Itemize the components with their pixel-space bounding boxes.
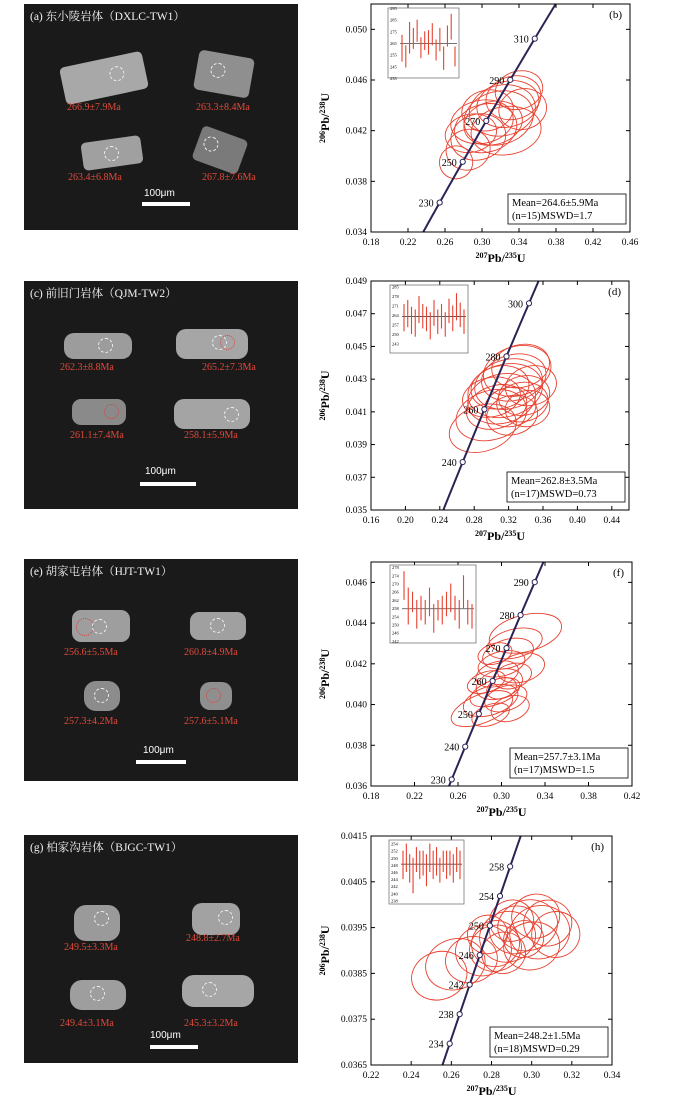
zircon-age-label: 257.6±5.1Ma <box>184 716 238 727</box>
x-tick-label: 0.18 <box>362 238 380 248</box>
y-axis-label-part: 206 <box>317 687 327 700</box>
x-axis-label-part: 235 <box>504 528 517 538</box>
zircon-age-label: 265.2±7.3Ma <box>202 362 256 373</box>
y-axis-label-part: 238 <box>317 934 327 947</box>
inset-tick-label: 264 <box>392 312 399 318</box>
concordia-age-marker <box>532 579 537 584</box>
y-tick-label: 0.034 <box>345 228 367 238</box>
inset-tick-label: 265 <box>390 41 397 46</box>
y-tick-label: 0.038 <box>345 741 367 752</box>
inset-tick-label: 266 <box>392 589 399 595</box>
concordia-age-label: 230 <box>430 775 446 787</box>
mean-age-text: Mean=262.8±3.5Ma <box>511 476 598 487</box>
y-tick-label: 0.046 <box>345 578 367 589</box>
x-tick-label: 0.16 <box>362 516 380 526</box>
concordia-age-marker <box>504 645 509 650</box>
x-axis-label-part: Pb/ <box>478 1084 496 1098</box>
inset-tick-label: 250 <box>391 855 398 861</box>
inset-tick-label: 257 <box>392 322 399 328</box>
mean-age-text: Mean=257.7±3.1Ma <box>514 752 601 763</box>
y-axis-label-part: 206 <box>317 408 327 421</box>
x-tick-label: 0.26 <box>449 792 467 802</box>
inset-tick-label: 255 <box>390 52 397 58</box>
zircon-age-label: 261.1±7.4Ma <box>70 430 124 441</box>
inset-tick-label: 278 <box>392 293 399 299</box>
x-tick-label: 0.42 <box>623 792 641 802</box>
concordia-age-label: 246 <box>458 951 474 963</box>
inset-tick-label: 245 <box>390 64 397 70</box>
x-tick-label: 0.22 <box>362 1071 380 1081</box>
y-tick-label: 0.047 <box>345 309 367 320</box>
x-tick-label: 0.46 <box>621 238 639 248</box>
concordia-age-marker <box>476 711 481 716</box>
y-axis-label-part: Pb/ <box>318 946 332 964</box>
inset-tick-label: 258 <box>392 606 399 612</box>
x-tick-label: 0.44 <box>603 516 621 526</box>
zircon-age-label: 260.8±4.9Ma <box>184 647 238 658</box>
concordia-age-label: 240 <box>441 458 457 470</box>
concordia-age-label: 290 <box>513 578 529 590</box>
concordia-age-marker <box>482 407 487 412</box>
mswd-text: (n=15)MSWD=1.7 <box>512 211 593 222</box>
y-tick-label: 0.037 <box>345 473 367 484</box>
concordia-age-label: 280 <box>485 352 501 364</box>
concordia-age-marker <box>508 864 513 869</box>
concordia-age-marker <box>508 77 513 82</box>
x-tick-label: 0.30 <box>473 238 491 248</box>
concordia-age-marker <box>518 613 523 618</box>
panel-label: (d) <box>608 286 621 298</box>
inset-tick-label: 240 <box>391 891 398 897</box>
x-tick-label: 0.28 <box>483 1071 500 1081</box>
x-axis-label <box>466 1084 516 1099</box>
inset-tick-label: 238 <box>391 898 398 904</box>
y-tick-label: 0.039 <box>345 440 367 451</box>
inset-tick-label: 285 <box>390 17 397 23</box>
y-axis-label-part: 238 <box>317 657 327 670</box>
y-axis-label <box>318 649 333 699</box>
concordia-age-marker <box>447 1041 452 1046</box>
y-axis-label-part: Pb/ <box>318 669 332 688</box>
concordia-age-marker <box>463 744 468 749</box>
y-axis-label-part: U <box>318 648 332 658</box>
concordia-age-label: 270 <box>465 116 481 128</box>
x-tick-label: 0.20 <box>397 516 414 526</box>
scale-bar-label: 100μm <box>143 745 174 756</box>
concordia-age-label: 254 <box>478 892 494 904</box>
concordia-age-label: 258 <box>489 862 505 874</box>
y-axis-label <box>318 370 333 420</box>
x-tick-label: 0.22 <box>399 238 417 248</box>
inset-tick-label: 242 <box>392 638 399 644</box>
inset-age-plot <box>388 6 459 81</box>
concordia-age-marker <box>484 118 489 123</box>
x-axis-label <box>475 529 525 544</box>
inset-tick-label: 270 <box>392 581 399 587</box>
concordia-age-marker <box>497 893 502 898</box>
x-axis-label-part: 207 <box>466 1083 479 1093</box>
zircon-age-label: 267.8±7.6Ma <box>202 172 256 183</box>
concordia-age-label: 270 <box>485 644 501 656</box>
x-axis-label-part: Pb/ <box>486 529 505 543</box>
panel-label: (f) <box>613 567 624 579</box>
y-tick-label: 0.040 <box>345 700 367 711</box>
x-axis-label-part: 207 <box>474 528 487 538</box>
y-tick-label: 0.049 <box>345 277 367 287</box>
x-tick-label: 0.34 <box>510 238 528 248</box>
concordia-age-label: 260 <box>463 405 479 417</box>
concordia-age-marker <box>526 301 531 306</box>
y-tick-label: 0.0365 <box>340 1061 367 1071</box>
x-tick-label: 0.42 <box>584 238 602 248</box>
y-axis-label-part: U <box>318 925 332 935</box>
zircon-age-label: 256.6±5.5Ma <box>64 647 118 658</box>
x-tick-label: 0.18 <box>362 792 380 802</box>
concordia-age-label: 250 <box>441 157 457 169</box>
x-tick-label: 0.30 <box>493 792 510 802</box>
cl-panel-title: (g) 柏家沟岩体（BJGC-TW1） <box>30 842 183 854</box>
y-tick-label: 0.0415 <box>340 832 367 842</box>
error-ellipse <box>488 691 533 726</box>
x-tick-label: 0.34 <box>603 1071 621 1081</box>
x-tick-label: 0.24 <box>431 516 449 526</box>
error-ellipse <box>447 95 516 148</box>
x-axis-label-part: Pb/ <box>488 805 506 819</box>
x-axis-label-part: 235 <box>504 250 517 260</box>
x-axis-label-part: 235 <box>495 1083 508 1093</box>
x-axis-label-part: U <box>517 805 527 819</box>
mswd-text: (n=17)MSWD=1.5 <box>514 765 595 776</box>
y-axis-label-part: 206 <box>317 131 327 144</box>
concordia-age-marker <box>437 200 442 205</box>
x-tick-label: 0.32 <box>500 516 517 526</box>
inset-tick-label: 235 <box>390 76 397 81</box>
zircon-age-label: 263.3±8.4Ma <box>196 102 250 113</box>
y-tick-label: 0.0395 <box>340 923 367 934</box>
inset-tick-label: 250 <box>392 622 399 628</box>
zircon-age-label: 257.3±4.2Ma <box>64 716 118 727</box>
mean-age-text: Mean=264.6±5.9Ma <box>512 198 599 209</box>
inset-age-plot <box>390 565 476 644</box>
x-axis-label <box>476 805 526 820</box>
x-tick-label: 0.34 <box>536 792 554 802</box>
x-axis-label-part: 235 <box>505 804 518 814</box>
y-axis-label-part: 206 <box>317 963 327 976</box>
cl-panel-title: (a) 东小陵岩体（DXLC-TW1） <box>30 11 185 23</box>
y-axis-label-part: Pb/ <box>318 391 332 409</box>
concordia-age-label: 238 <box>438 1010 454 1022</box>
error-ellipse <box>469 698 513 731</box>
inset-tick-label: 254 <box>392 614 399 620</box>
concordia-age-label: 290 <box>489 75 505 87</box>
concordia-age-label: 234 <box>428 1039 444 1051</box>
zircon-age-label: 258.1±5.9Ma <box>184 430 238 441</box>
x-tick-label: 0.28 <box>465 516 483 526</box>
y-axis-label-part: U <box>318 370 332 380</box>
scale-bar-label: 100μm <box>150 1030 181 1041</box>
x-tick-label: 0.38 <box>580 792 597 802</box>
inset-age-plot <box>390 284 468 353</box>
concordia-age-marker <box>457 1012 462 1017</box>
y-tick-label: 0.046 <box>345 76 367 86</box>
inset-tick-label: 254 <box>391 841 398 847</box>
inset-tick-label: 271 <box>392 303 399 309</box>
zircon-age-label: 262.3±8.8Ma <box>60 362 114 373</box>
inset-tick-label: 262 <box>392 597 399 603</box>
y-axis-label-part: 238 <box>317 379 327 392</box>
x-tick-label: 0.36 <box>534 516 552 526</box>
panel-label: (h) <box>591 841 604 853</box>
zircon-age-label: 249.5±3.3Ma <box>64 942 118 953</box>
x-tick-label: 0.38 <box>547 238 565 248</box>
concordia-age-label: 300 <box>508 299 524 311</box>
inset-tick-label: 244 <box>391 877 398 883</box>
inset-tick-label: 252 <box>391 848 398 854</box>
concordia-age-marker <box>449 777 454 782</box>
cl-panel-title: (e) 胡家屯岩体（HJT-TW1） <box>30 566 173 578</box>
y-tick-label: 0.050 <box>345 25 367 36</box>
inset-tick-label: 295 <box>390 6 397 11</box>
zircon-age-label: 263.4±6.8Ma <box>68 172 122 183</box>
inset-tick-label: 285 <box>392 284 399 290</box>
concordia-age-label: 250 <box>468 921 484 933</box>
concordia-age-label: 280 <box>499 611 515 623</box>
scale-bar-label: 100μm <box>145 466 176 477</box>
zircon-age-label: 245.3±3.2Ma <box>184 1018 238 1029</box>
inset-tick-label: 243 <box>392 341 399 347</box>
concordia-age-marker <box>477 953 482 958</box>
inset-tick-label: 250 <box>392 331 399 337</box>
y-tick-label: 0.043 <box>345 375 367 386</box>
inset-tick-label: 248 <box>391 862 398 868</box>
concordia-age-marker <box>504 354 509 359</box>
inset-tick-label: 246 <box>391 870 398 875</box>
y-tick-label: 0.0375 <box>340 1015 367 1026</box>
error-ellipse <box>499 917 564 975</box>
x-axis-label-part: 207 <box>475 250 488 260</box>
inset-tick-label: 274 <box>392 573 399 579</box>
concordia-age-label: 310 <box>513 34 529 46</box>
panel-label: (b) <box>609 9 622 21</box>
x-tick-label: 0.26 <box>436 238 454 248</box>
y-tick-label: 0.044 <box>345 619 367 630</box>
x-tick-label: 0.26 <box>443 1071 460 1081</box>
y-tick-label: 0.035 <box>345 506 367 516</box>
zircon-age-label: 266.9±7.9Ma <box>67 102 121 113</box>
inset-age-plot <box>389 840 464 904</box>
concordia-age-marker <box>460 459 465 464</box>
y-axis-label-part: Pb/ <box>318 113 332 132</box>
concordia-age-label: 250 <box>457 709 473 721</box>
y-axis-label <box>318 93 333 143</box>
y-tick-label: 0.042 <box>345 126 367 137</box>
concordia-plot-3 <box>249 0 700 1102</box>
concordia-age-marker <box>467 982 472 987</box>
concordia-age-label: 230 <box>418 198 434 210</box>
zircon-age-label: 248.8±2.7Ma <box>186 933 240 944</box>
concordia-age-marker <box>532 36 537 41</box>
inset-frame <box>388 8 459 78</box>
y-axis-label-part: U <box>318 92 332 102</box>
x-axis-label-part: U <box>507 1084 517 1098</box>
y-axis-label-part: 238 <box>317 101 327 114</box>
inset-tick-label: 275 <box>390 29 397 35</box>
x-axis-label-part: 207 <box>476 804 489 814</box>
x-tick-label: 0.22 <box>406 792 423 802</box>
mswd-text: (n=17)MSWD=0.73 <box>511 489 597 500</box>
y-tick-label: 0.045 <box>345 342 367 353</box>
y-tick-label: 0.0405 <box>340 877 367 888</box>
y-tick-label: 0.042 <box>345 659 367 670</box>
concordia-age-marker <box>487 923 492 928</box>
concordia-age-label: 240 <box>444 742 460 754</box>
y-axis-label <box>318 925 333 975</box>
inset-tick-label: 242 <box>391 884 398 890</box>
y-tick-label: 0.041 <box>345 407 367 418</box>
x-axis-label <box>475 251 525 266</box>
mean-age-text: Mean=248.2±1.5Ma <box>494 1031 581 1042</box>
concordia-age-marker <box>460 159 465 164</box>
concordia-age-label: 260 <box>471 676 487 688</box>
y-tick-label: 0.036 <box>345 782 367 792</box>
cl-panel-title: (c) 前旧门岩体（QJM-TW2） <box>30 288 177 300</box>
x-axis-label-part: U <box>516 251 526 265</box>
inset-tick-label: 278 <box>392 565 399 571</box>
concordia-plot-0 <box>318 0 679 364</box>
error-ellipse <box>494 648 547 687</box>
concordia-age-marker <box>490 678 495 683</box>
y-tick-label: 0.038 <box>345 177 367 188</box>
mswd-text: (n=18)MSWD=0.29 <box>494 1044 580 1055</box>
x-tick-label: 0.32 <box>563 1071 581 1081</box>
y-tick-label: 0.0385 <box>340 969 367 980</box>
zircon-age-label: 249.4±3.1Ma <box>60 1018 114 1029</box>
inset-tick-label: 246 <box>392 630 399 636</box>
x-tick-label: 0.40 <box>569 516 586 526</box>
x-tick-label: 0.24 <box>402 1071 420 1081</box>
x-axis-label-part: U <box>516 529 526 543</box>
x-tick-label: 0.30 <box>523 1071 540 1081</box>
x-axis-label-part: Pb/ <box>487 251 505 265</box>
scale-bar-label: 100μm <box>144 188 175 199</box>
concordia-age-label: 242 <box>448 980 464 992</box>
